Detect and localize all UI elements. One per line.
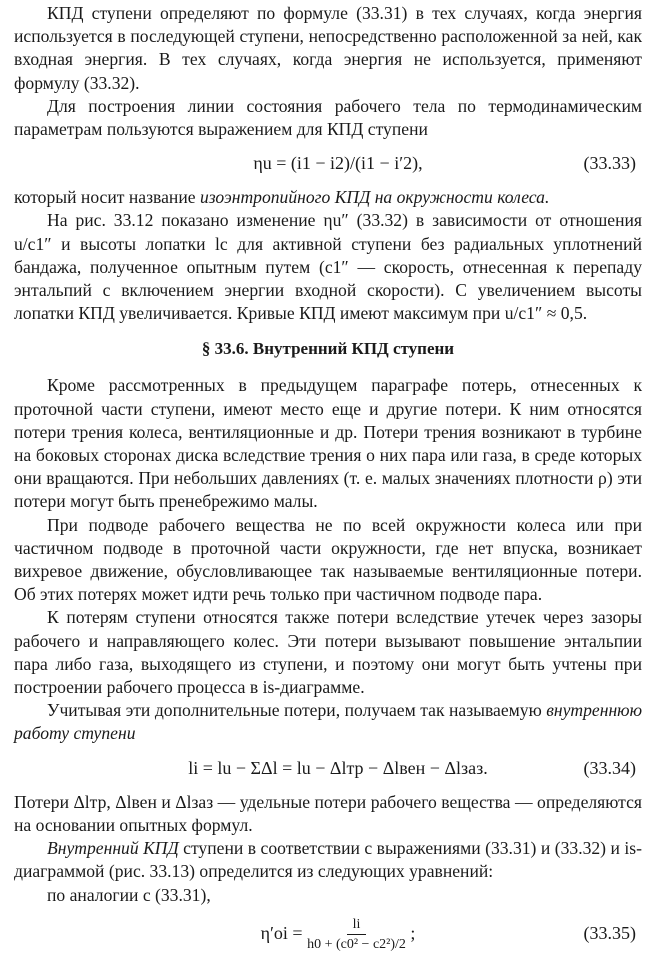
section-heading: § 33.6. Внутренний КПД ступени bbox=[201, 339, 455, 359]
paragraph-figure-33-12: На рис. 33.12 показано изменение ηu″ (33.32) в зависимости от отношения u/c1″ и высоты лопатки lc для активной ступени без радиальных уплотнений бандажа, полученное опытным путем (c1″ — скорость, отнесенная к перепаду энтальпий с включением энергии входной скорости). С увеличением высоты лопатки КПД увеличивается. Кривые КПД имеют максимум при u/c1″ ≈ 0,5. bbox=[14, 210, 642, 324]
equation-33-33-formula: ηu = (i1 − i2)/(i1 − i′2), bbox=[253, 153, 423, 174]
internal-work-intro-text: Учитывая эти дополнительные потери, получаем так называемую bbox=[47, 700, 547, 721]
paragraph-leakage-losses: К потерям ступени относятся также потери вследствие утечек через зазоры рабочего и направляющего колес. Эти потери вызывают повышение энтальпии пара либо газа, выходящего из ступени, и поэтому они могут быть учтены при построении рабочего процесса в is-диаграмме. bbox=[14, 607, 642, 698]
document-page bbox=[14, 2, 642, 967]
isentropic-intro-text: который носит название bbox=[14, 187, 200, 208]
equation-33-35-tail: ; bbox=[410, 922, 416, 943]
internal-work-term: внутреннюю работу ступени bbox=[14, 700, 642, 744]
equation-33-34 bbox=[14, 746, 642, 791]
paragraph-isentropic-name bbox=[14, 186, 642, 209]
paragraph-internal-work bbox=[14, 699, 642, 745]
equation-33-35-fraction bbox=[307, 916, 406, 953]
equation-33-35-number: (33.35) bbox=[583, 922, 636, 943]
equation-33-35-denominator: h0 + (c0² − c2²)/2 bbox=[307, 937, 406, 953]
equation-33-35-formula bbox=[241, 907, 416, 959]
paragraph-specific-losses: Потери Δlтр, Δlвен и Δlзаз — удельные потери рабочего вещества — определяются на основании опытных формул. bbox=[14, 791, 642, 835]
paragraph-efficiency-formulas: КПД ступени определяют по формуле (33.31) в тех случаях, когда энергия используется в последующей ступени, непосредственно расположенной за ней, как входная энергия. В тех случаях, когда энергия не используется, применяют формулу (33.32). bbox=[14, 3, 642, 93]
equation-33-35-numerator: li bbox=[347, 916, 367, 935]
paragraph-analogy: по аналогии с (33.31), bbox=[47, 884, 211, 905]
isentropic-term: изоэнтропийного КПД на окружности колеса. bbox=[199, 187, 550, 208]
paragraph-other-losses: Кроме рассмотренных в предыдущем параграфе потерь, отнесенных к проточной части ступени, имеют место еще и другие потери. К ним относятся потери трения колеса, вентиляционные и др. Потери трения возникают в турбине на боковых сторонах диска вследствие трения о них пара или газа, в среде которых они вращаются. При небольших давлениях (т. е. малых значениях плотности ρ) эти потери могут быть пренебрежимо малы. bbox=[14, 375, 642, 512]
internal-efficiency-term: Внутренний КПД bbox=[47, 838, 179, 859]
paragraph-ventilation-losses: При подводе рабочего вещества не по всей окружности колеса или при частичном подводе в проточной части окружности, где нет впуска, возникает вихревое движение, обусловливающее так называемые вентиляционные потери. Об этих потерях может идти речь только при частичном подводе пара. bbox=[14, 514, 642, 605]
equation-33-35-lhs: η′oi = bbox=[260, 922, 303, 943]
equation-33-34-formula: li = lu − ΣΔl = lu − Δlтр − Δlвен − Δlзаз. bbox=[188, 757, 488, 778]
paragraph-internal-efficiency bbox=[14, 837, 642, 883]
equation-33-33 bbox=[14, 141, 642, 186]
equation-33-34-number: (33.34) bbox=[583, 757, 636, 778]
equation-33-33-number: (33.33) bbox=[583, 153, 636, 174]
paragraph-state-line: Для построения линии состояния рабочего тела по термодинамическим параметрам пользуются выражением для КПД ступени bbox=[14, 95, 642, 140]
internal-efficiency-text: ступени в соответствии с выражениями (33.31) и (33.32) и is-диаграммой (рис. 33.13) определится из следующих уравнений: bbox=[14, 838, 642, 882]
equation-33-35 bbox=[14, 907, 642, 959]
